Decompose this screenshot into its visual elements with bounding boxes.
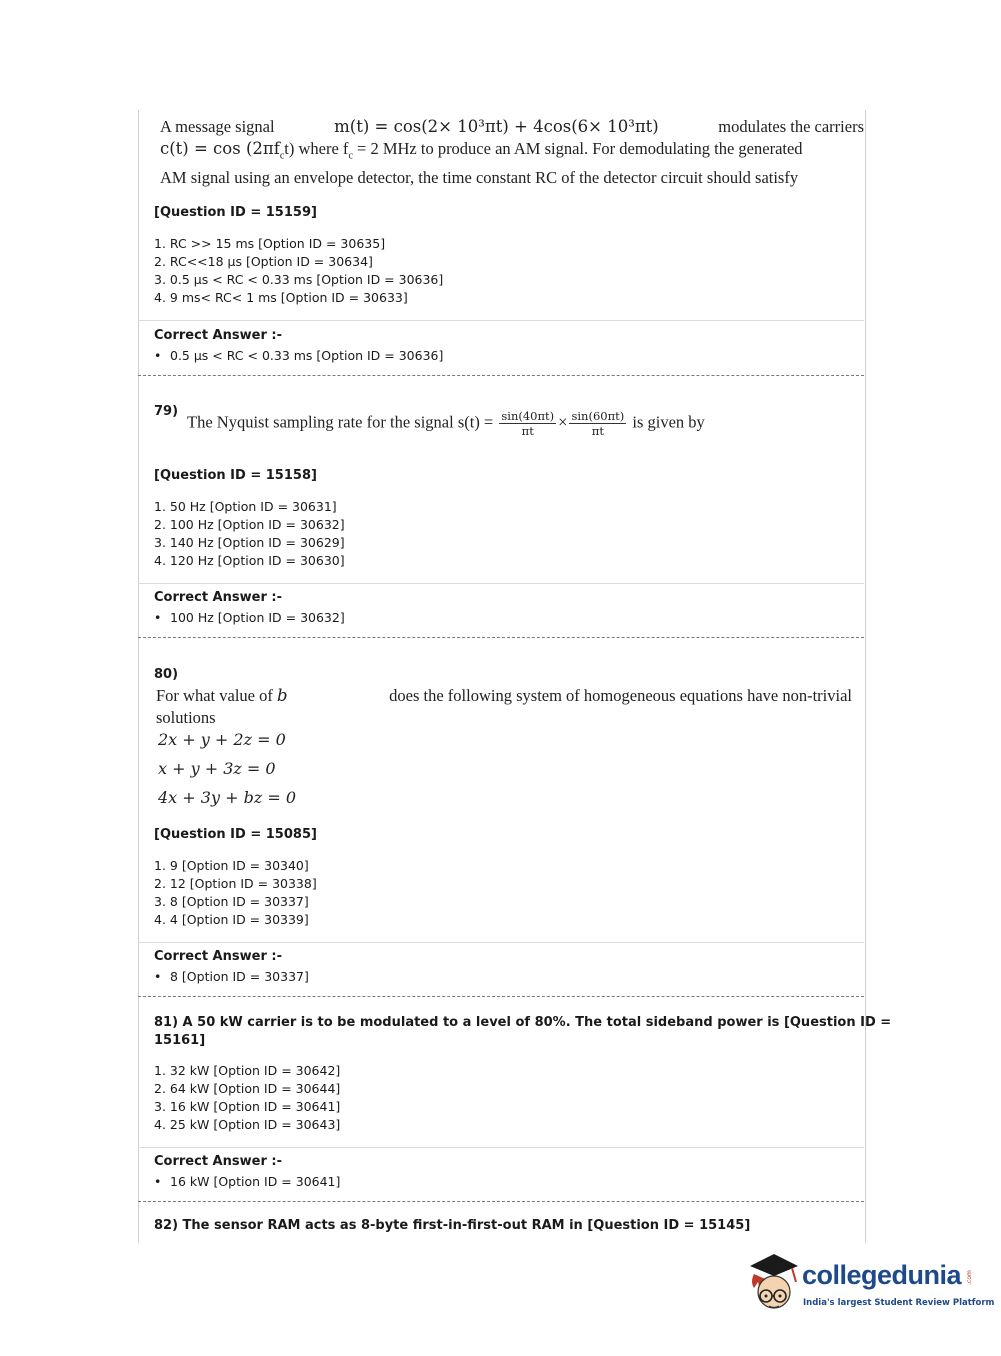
- q79-stem: [187, 409, 705, 438]
- q79-question-id: [Question ID = 15158]: [154, 468, 317, 483]
- equation: 4x + 3y + bz = 0: [158, 788, 297, 807]
- divider: [138, 1147, 864, 1148]
- q78-carrier-sub: c: [279, 150, 285, 162]
- q78-correct-text: 0.5 µs < RC < 0.33 ms [Option ID = 30636]: [170, 348, 444, 363]
- q81-options: [154, 1062, 340, 1134]
- q78-stem-a: A message signal: [160, 117, 275, 136]
- q78-carrier-formula: c(t) = cos (2πf: [160, 139, 280, 158]
- q80-question-id: [Question ID = 15085]: [154, 827, 317, 842]
- q79-fraction-1: [499, 409, 556, 438]
- option[interactable]: 1. 32 kW [Option ID = 30642]: [154, 1063, 341, 1078]
- q81-stem-line1: 81) A 50 kW carrier is to be modulated to a level of 80%. The total sideband power is [Question ID =: [154, 1015, 892, 1030]
- times-sign: ×: [558, 412, 568, 432]
- frac1-num: sin(40πt): [501, 409, 555, 423]
- q79-number: 79): [154, 404, 179, 419]
- collegedunia-logo[interactable]: [744, 1252, 995, 1322]
- q79-options: [154, 498, 345, 570]
- q78-stem: [160, 116, 864, 189]
- option[interactable]: 2. 12 [Option ID = 30338]: [154, 876, 317, 891]
- q81-correct-text: 16 kW [Option ID = 30641]: [170, 1174, 341, 1189]
- q78-correct-answer: [154, 348, 443, 363]
- q81-stem: [154, 1014, 891, 1050]
- bullet-icon: •: [154, 969, 162, 984]
- q80-stem: [156, 685, 852, 729]
- frac1-den: πt: [521, 424, 534, 438]
- q80-stem-b: does the following system of homogeneous equations have non-trivial: [389, 686, 852, 705]
- q78-stem-e: AM signal using an envelope detector, the time constant RC of the detector circuit should satisfy: [160, 168, 799, 188]
- logo-tagline: India's largest Student Review Platform: [803, 1298, 995, 1308]
- divider: [138, 583, 864, 584]
- question-separator: [138, 1201, 864, 1202]
- equation: x + y + 3z = 0: [158, 759, 276, 778]
- q78-options: [154, 235, 443, 307]
- option[interactable]: 4. 4 [Option ID = 30339]: [154, 912, 309, 927]
- logo-wordmark: collegedunia: [802, 1260, 962, 1290]
- divider: [138, 320, 864, 321]
- q78-stem-b: modulates the carriers: [718, 117, 864, 136]
- option[interactable]: 1. RC >> 15 ms [Option ID = 30635]: [154, 236, 386, 251]
- bullet-icon: •: [154, 1174, 162, 1189]
- q80-stem-c: solutions: [156, 708, 216, 727]
- option[interactable]: 2. RC<<18 µs [Option ID = 30634]: [154, 254, 373, 269]
- q79-stem-a: The Nyquist sampling rate for the signal s(t) =: [187, 412, 494, 432]
- q80-correct-label: Correct Answer :-: [154, 949, 282, 964]
- frac2-den: πt: [591, 424, 604, 438]
- option[interactable]: 3. 16 kW [Option ID = 30641]: [154, 1099, 341, 1114]
- q79-correct-label: Correct Answer :-: [154, 590, 282, 605]
- q78-message-formula: m(t) = cos(2× 10³πt) + 4cos(6× 10³πt): [334, 117, 659, 136]
- option[interactable]: 4. 120 Hz [Option ID = 30630]: [154, 553, 345, 568]
- bullet-icon: •: [154, 610, 162, 625]
- q78-correct-label: Correct Answer :-: [154, 328, 282, 343]
- q78-question-id: [Question ID = 15159]: [154, 205, 317, 220]
- mascot-icon: [744, 1252, 804, 1318]
- q81-correct-answer: [154, 1174, 340, 1189]
- q78-stem-c2: t) where f: [284, 139, 349, 158]
- q80-variable: b: [276, 686, 288, 705]
- q79-fraction-2: [569, 409, 626, 438]
- q81-correct-label: Correct Answer :-: [154, 1154, 282, 1169]
- option[interactable]: 2. 100 Hz [Option ID = 30632]: [154, 517, 345, 532]
- q80-correct-answer: [154, 969, 309, 984]
- q78-stem-d: = 2 MHz to produce an AM signal. For demodulating the generated: [352, 139, 803, 158]
- q81-stem-line2: 15161]: [154, 1033, 206, 1048]
- question-separator: [138, 996, 864, 997]
- divider: [138, 942, 864, 943]
- option[interactable]: 2. 64 kW [Option ID = 30644]: [154, 1081, 341, 1096]
- equation: 2x + y + 2z = 0: [158, 730, 286, 749]
- option[interactable]: 4. 9 ms< RC< 1 ms [Option ID = 30633]: [154, 290, 408, 305]
- bullet-icon: •: [154, 348, 162, 363]
- logo-suffix: .com: [965, 1270, 973, 1285]
- question-separator: [138, 637, 864, 638]
- option[interactable]: 3. 8 [Option ID = 30337]: [154, 894, 309, 909]
- option[interactable]: 3. 140 Hz [Option ID = 30629]: [154, 535, 345, 550]
- q80-stem-a: For what value of: [156, 686, 273, 705]
- option[interactable]: 1. 9 [Option ID = 30340]: [154, 858, 309, 873]
- q82-stem: 82) The sensor RAM acts as 8-byte first-in-first-out RAM in [Question ID = 15145]: [154, 1218, 751, 1233]
- option[interactable]: 1. 50 Hz [Option ID = 30631]: [154, 499, 337, 514]
- option[interactable]: 3. 0.5 µs < RC < 0.33 ms [Option ID = 30636]: [154, 272, 444, 287]
- q78-fc-sub: c: [348, 150, 353, 162]
- q79-correct-answer: [154, 610, 345, 625]
- q80-correct-text: 8 [Option ID = 30337]: [170, 969, 309, 984]
- question-separator: [138, 375, 864, 376]
- frac2-num: sin(60πt): [571, 409, 625, 423]
- q79-stem-b: is given by: [632, 412, 705, 432]
- q79-correct-text: 100 Hz [Option ID = 30632]: [170, 610, 345, 625]
- option[interactable]: 4. 25 kW [Option ID = 30643]: [154, 1117, 341, 1132]
- q80-options: [154, 857, 317, 929]
- q80-number: 80): [154, 667, 179, 682]
